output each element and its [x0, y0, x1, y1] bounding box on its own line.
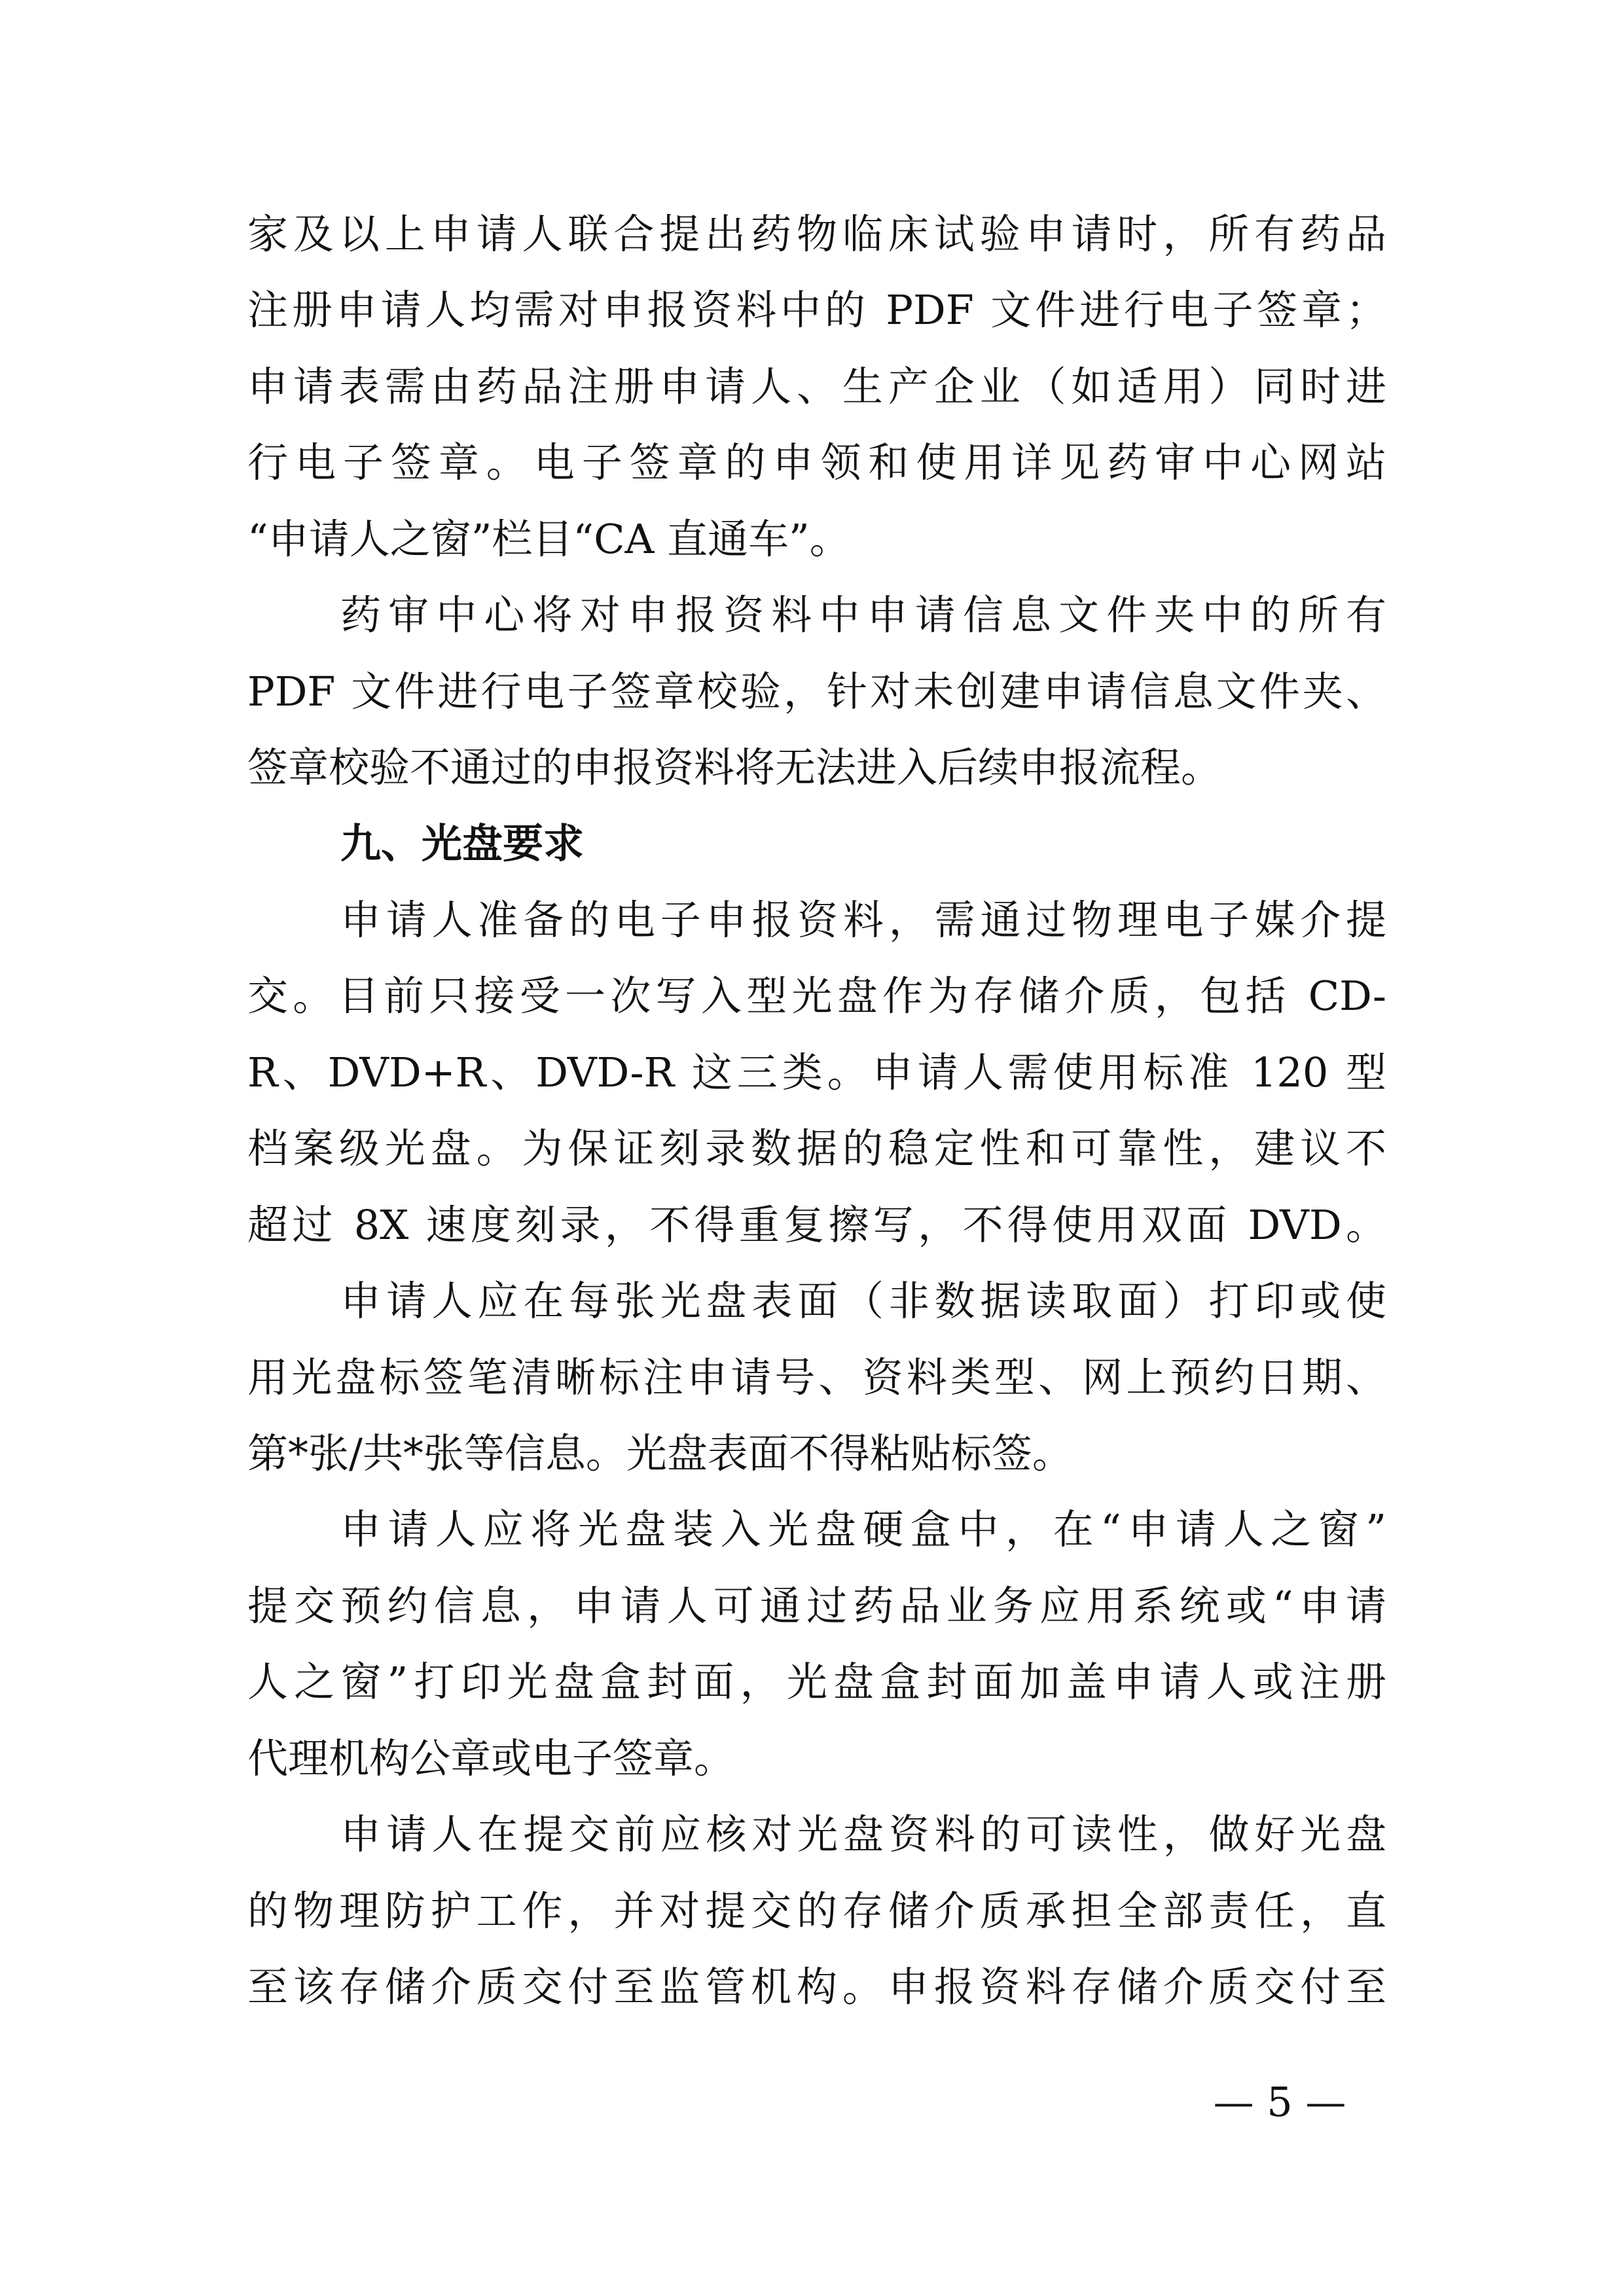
paragraph-line: 签章校验不通过的申报资料将无法进入后续申报流程。: [247, 744, 1222, 791]
paragraph-line: 申请表需由药品注册申请人、生产企业（如适用）同时进: [247, 363, 1386, 410]
paragraph-line: PDF 文件进行电子签章校验，针对未创建申请信息文件夹、: [247, 668, 1386, 715]
paragraph-line: 交。目前只接受一次写入型光盘作为存储介质，包括 CD-: [247, 972, 1386, 1020]
paragraph-line: 第*张/共*张等信息。光盘表面不得粘贴标签。: [247, 1429, 1073, 1477]
paragraph-line: “申请人之窗”栏目“CA 直通车”。: [247, 515, 850, 563]
paragraph-line: 申请人应在每张光盘表面（非数据读取面）打印或使: [340, 1277, 1386, 1325]
paragraph-line: 申请人准备的电子申报资料，需通过物理电子媒介提: [340, 896, 1386, 944]
paragraph-line: 申请人应将光盘装入光盘硬盒中，在“申请人之窗”: [340, 1505, 1386, 1553]
paragraph-line: 的物理防护工作，并对提交的存储介质承担全部责任，直: [247, 1887, 1386, 1935]
paragraph-line: 家及以上申请人联合提出药物临床试验申请时，所有药品: [247, 210, 1386, 258]
paragraph-line: 提交预约信息，申请人可通过药品业务应用系统或“申请: [247, 1582, 1386, 1630]
paragraph-line: 药审中心将对申报资料中申请信息文件夹中的所有: [340, 591, 1386, 639]
paragraph-line: 代理机构公章或电子签章。: [247, 1734, 735, 1782]
paragraph-line: 至该存储介质交付至监管机构。申报资料存储介质交付至: [247, 1963, 1386, 2011]
paragraph-line: R、DVD+R、DVD-R 这三类。申请人需使用标准 120 型: [247, 1049, 1386, 1096]
paragraph-line: 行电子签章。电子签章的申领和使用详见药审中心网站: [247, 439, 1386, 486]
page-number: — 5 —: [1213, 2078, 1346, 2126]
paragraph-line: 超过 8X 速度刻录，不得重复擦写，不得使用双面 DVD。: [247, 1201, 1386, 1249]
paragraph-line: 档案级光盘。为保证刻录数据的稳定性和可靠性，建议不: [247, 1124, 1386, 1172]
paragraph-line: 人之窗”打印光盘盒封面，光盘盒封面加盖申请人或注册: [247, 1658, 1386, 1706]
paragraph-line: 申请人在提交前应核对光盘资料的可读性，做好光盘: [340, 1810, 1386, 1858]
section-heading: 九、光盘要求: [340, 819, 585, 867]
paragraph-line: 用光盘标签笔清晰标注申请号、资料类型、网上预约日期、: [247, 1354, 1386, 1401]
paragraph-line: 注册申请人均需对申报资料中的 PDF 文件进行电子签章；: [247, 286, 1386, 334]
